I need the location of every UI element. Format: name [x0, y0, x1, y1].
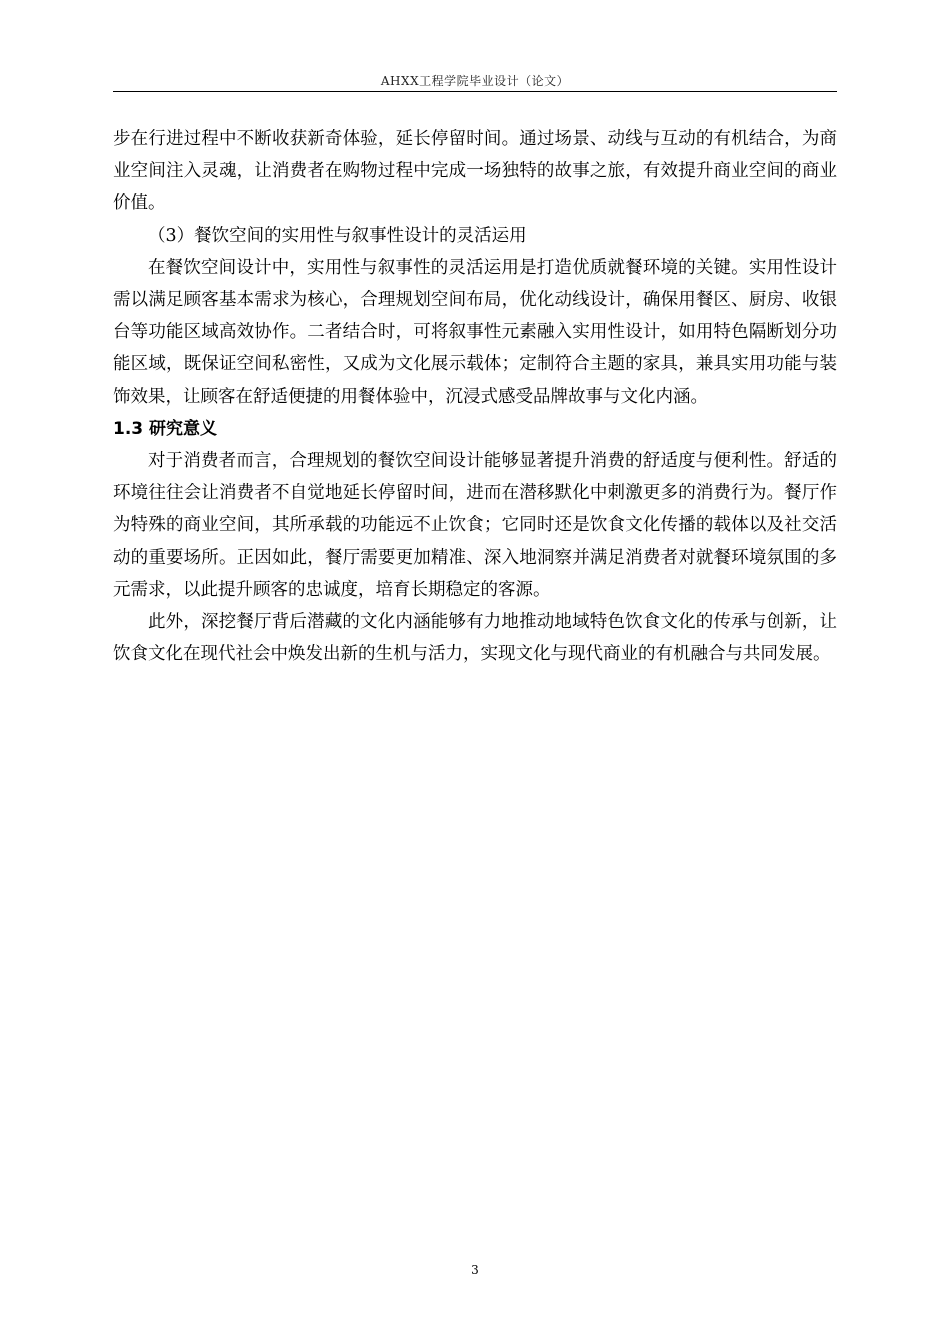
subheading-3: （3）餐饮空间的实用性与叙事性设计的灵活运用	[148, 225, 527, 246]
header-title: AHXX工程学院毕业设计（论文）	[380, 74, 570, 88]
document-body	[113, 123, 837, 670]
paragraph-continued: 步在行进过程中不断收获新奇体验，延长停留时间。通过场景、动线与互动的有机结合，为商业空间注入灵魂，让消费者在购物过程中完成一场独特的故事之旅，有效提升商业空间的商业价值。	[113, 129, 837, 214]
paragraph-culture: 此外，深挖餐厅背后潜藏的文化内涵能够有力地推动地域特色饮食文化的传承与创新，让饮食文化在现代社会中焕发出新的生机与活力，实现文化与现代商业的有机融合与共同发展。	[113, 612, 837, 665]
page-header	[113, 73, 837, 92]
page-number: 3	[471, 1263, 479, 1277]
paragraph-practical-narrative: 在餐饮空间设计中，实用性与叙事性的灵活运用是打造优质就餐环境的关键。实用性设计需以满足顾客基本需求为核心，合理规划空间布局，优化动线设计，确保用餐区、厨房、收银台等功能区域高效协作。二者结合时，可将叙事性元素融入实用性设计，如用特色隔断划分功能区域，既保证空间私密性，又成为文化展示载体；定制符合主题的家具，兼具实用功能与装饰效果，让顾客在舒适便捷的用餐体验中，沉浸式感受品牌故事与文化内涵。	[113, 257, 837, 407]
paragraph-consumers: 对于消费者而言，合理规划的餐饮空间设计能够显著提升消费的舒适度与便利性。舒适的环境往往会让消费者不自觉地延长停留时间，进而在潜移默化中刺激更多的消费行为。餐厅作为特殊的商业空间，其所承载的功能远不止饮食；它同时还是饮食文化传播的载体以及社交活动的重要场所。正因如此，餐厅需要更加精准、深入地洞察并满足消费者对就餐环境氛围的多元需求，以此提升顾客的忠诚度，培育长期稳定的客源。	[113, 451, 837, 600]
section-heading-1-3: 1.3 研究意义	[113, 418, 218, 439]
